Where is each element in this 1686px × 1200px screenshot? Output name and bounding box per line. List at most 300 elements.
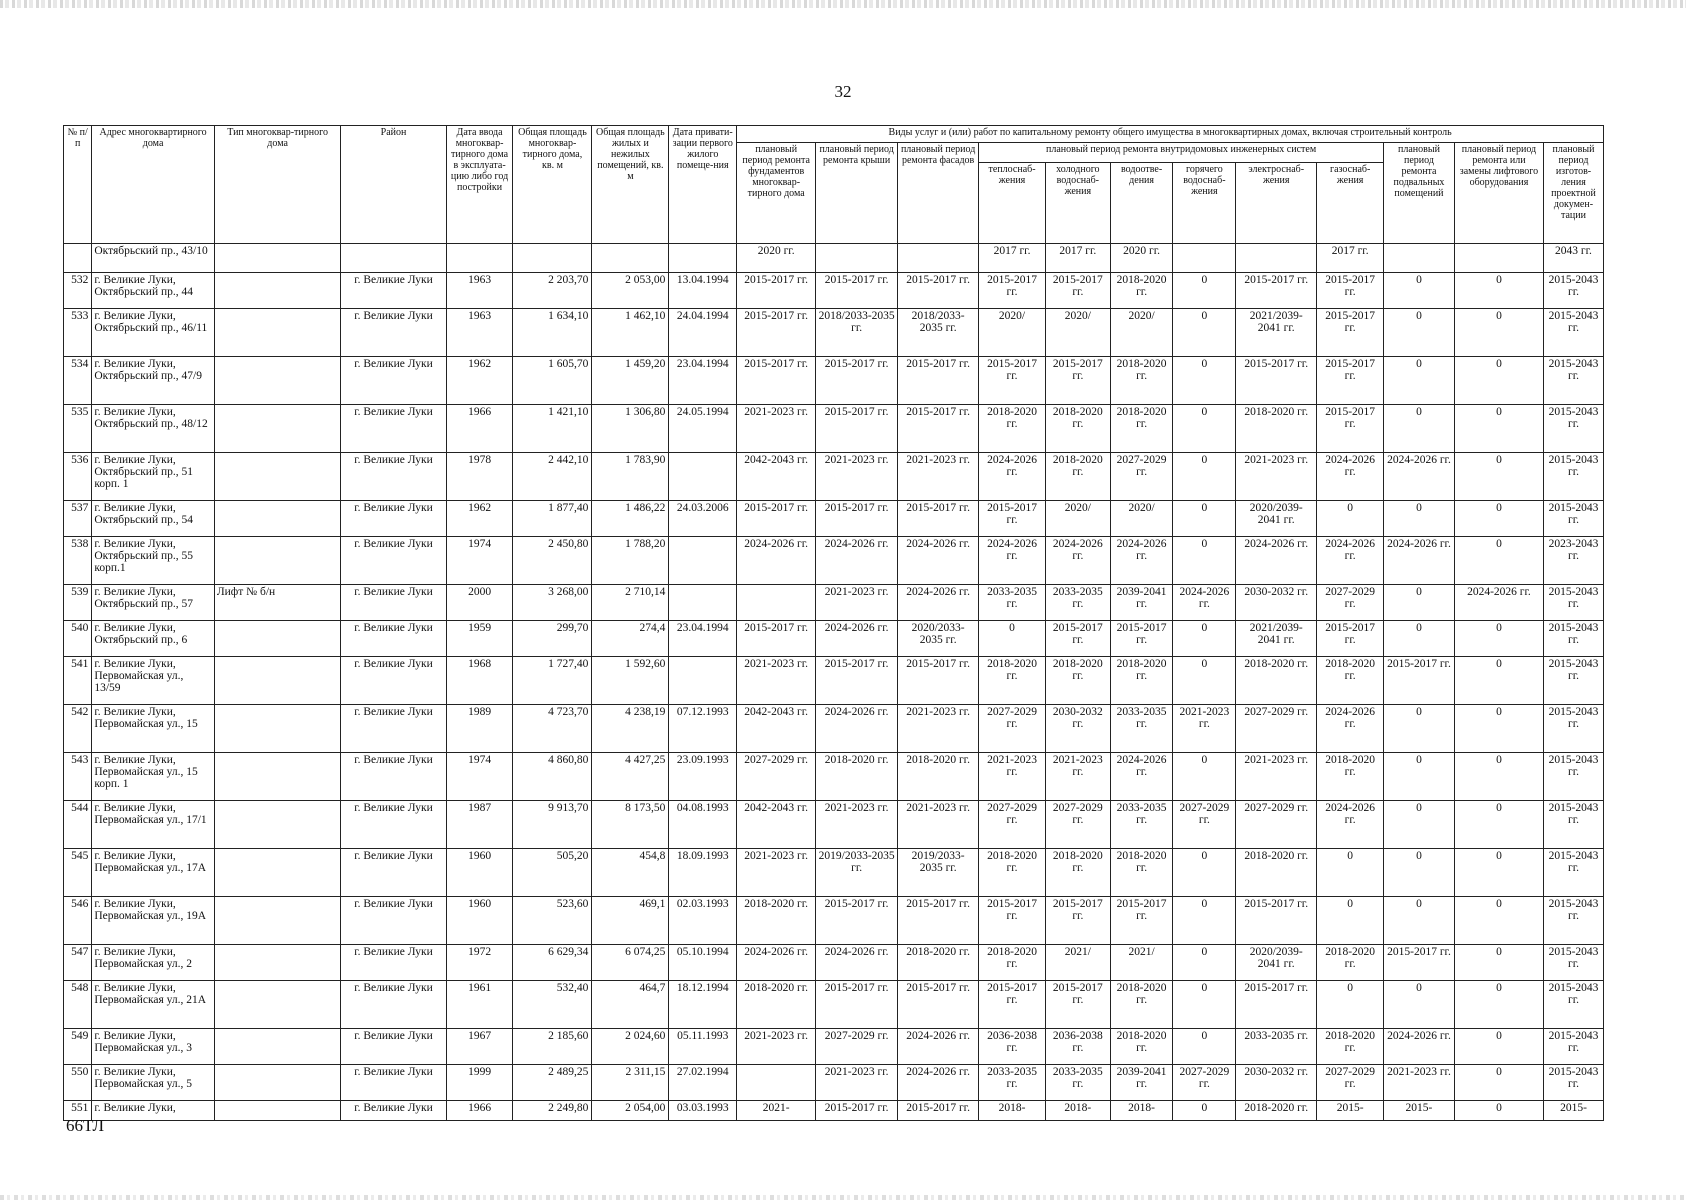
cell-cold: 2021-2023 гг. [1045,753,1110,801]
cell-total: 532,40 [513,981,592,1029]
cell-drain: 2018-2020 гг. [1110,657,1173,705]
cell-cold: 2015-2017 гг. [1045,357,1110,405]
cell-facade: 2015-2017 гг. [898,357,979,405]
cell-num: 538 [64,537,92,585]
cell-electric: 2020/2039-2041 гг. [1236,501,1317,537]
cell-year: 1987 [446,801,513,849]
cell-num: 533 [64,309,92,357]
cell-basement: 0 [1384,357,1455,405]
cell-facade [898,244,979,273]
cell-elevator: 2024-2026 гг. [1454,585,1543,621]
cell-type [214,981,341,1029]
cell-drain: 2015-2017 гг. [1110,897,1173,945]
table-row [64,753,1604,801]
cell-type [214,945,341,981]
cell-docs: 2023-2043 гг. [1543,537,1603,585]
cell-electric: 2015-2017 гг. [1236,273,1317,309]
cell-drain: 2018-2020 гг. [1110,1029,1173,1065]
cell-district: г. Великие Луки [341,753,446,801]
header-electric: электроснаб-жения [1236,163,1317,244]
cell-electric: 2021/2039-2041 гг. [1236,309,1317,357]
cell-heat: 2036-2038 гг. [979,1029,1046,1065]
cell-cold: 2018-2020 гг. [1045,405,1110,453]
cell-docs: 2015-2043 гг. [1543,897,1603,945]
cell-gas: 2024-2026 гг. [1317,453,1384,501]
cell-district: г. Великие Луки [341,849,446,897]
cell-docs: 2015-2043 гг. [1543,309,1603,357]
cell-roof: 2024-2026 гг. [816,537,898,585]
cell-total [513,244,592,273]
header-district: Район [341,126,446,244]
cell-foundation: 2018-2020 гг. [737,897,816,945]
cell-total: 505,20 [513,849,592,897]
cell-roof: 2015-2017 гг. [816,501,898,537]
cell-district: г. Великие Луки [341,945,446,981]
cell-electric [1236,244,1317,273]
cell-foundation: 2021-2023 гг. [737,657,816,705]
cell-basement: 0 [1384,897,1455,945]
header-total-area: Общая площадь многоквар-тирного дома, кв. м [513,126,592,244]
cell-elevator: 0 [1454,453,1543,501]
cell-cold: 2033-2035 гг. [1045,1065,1110,1101]
cell-gas: 2018-2020 гг. [1317,1029,1384,1065]
cell-num: 546 [64,897,92,945]
cell-roof: 2015-2017 гг. [816,1101,898,1121]
cell-type [214,621,341,657]
cell-privat: 18.12.1994 [669,981,737,1029]
cell-heat: 2015-2017 гг. [979,273,1046,309]
header-works-group: Виды услуг и (или) работ по капитальному ремонту общего имущества в многоквартирных домах, включая строительный контроль [737,126,1604,143]
cell-gas: 2015-2017 гг. [1317,621,1384,657]
cell-drain: 2018- [1110,1101,1173,1121]
cell-total: 4 860,80 [513,753,592,801]
cell-cold: 2033-2035 гг. [1045,585,1110,621]
cell-elevator: 0 [1454,309,1543,357]
cell-district: г. Великие Луки [341,501,446,537]
cell-hot: 0 [1173,273,1236,309]
header-elevator: плановый период ремонта или замены лифтового оборудования [1454,143,1543,244]
cell-living: 464,7 [592,981,669,1029]
cell-total: 4 723,70 [513,705,592,753]
cell-privat: 24.05.1994 [669,405,737,453]
cell-living: 2 054,00 [592,1101,669,1121]
cell-hot: 0 [1173,501,1236,537]
header-privatization-date: Дата привати-зации первого жилого помеще-ния [669,126,737,244]
cell-address: г. Великие Луки, Первомайская ул., 21А [92,981,214,1029]
cell-elevator: 0 [1454,981,1543,1029]
table-row [64,585,1604,621]
cell-drain: 2033-2035 гг. [1110,801,1173,849]
cell-year: 1963 [446,273,513,309]
table-row [64,801,1604,849]
cell-cold: 2024-2026 гг. [1045,537,1110,585]
cell-elevator: 0 [1454,1029,1543,1065]
table-row [64,357,1604,405]
cell-living: 1 462,10 [592,309,669,357]
cell-hot: 0 [1173,309,1236,357]
cell-living [592,244,669,273]
table-row [64,1101,1604,1121]
cell-total: 299,70 [513,621,592,657]
cell-elevator: 0 [1454,705,1543,753]
cell-gas: 2024-2026 гг. [1317,801,1384,849]
cell-num: 540 [64,621,92,657]
cell-total: 1 421,10 [513,405,592,453]
cell-docs: 2015-2043 гг. [1543,1065,1603,1101]
cell-roof: 2021-2023 гг. [816,801,898,849]
cell-privat: 23.04.1994 [669,357,737,405]
header-heat: теплоснаб-жения [979,163,1046,244]
cell-hot: 0 [1173,897,1236,945]
table-row [64,897,1604,945]
cell-privat: 03.03.1993 [669,1101,737,1121]
cell-docs: 2015-2043 гг. [1543,621,1603,657]
header-year: Дата ввода многоквар-тирного дома в эксплуата-цию либо год постройки [446,126,513,244]
header-basement: плановый период ремонта подвальных помещений [1384,143,1455,244]
cell-facade: 2024-2026 гг. [898,1065,979,1101]
cell-drain: 2018-2020 гг. [1110,981,1173,1029]
cell-num: 542 [64,705,92,753]
cell-docs: 2015-2043 гг. [1543,585,1603,621]
cell-address: г. Великие Луки, Октябрьский пр., 54 [92,501,214,537]
cell-num: 549 [64,1029,92,1065]
cell-roof: 2015-2017 гг. [816,405,898,453]
cell-privat [669,657,737,705]
cell-drain: 2039-2041 гг. [1110,585,1173,621]
cell-type [214,1101,341,1121]
cell-living: 1 306,80 [592,405,669,453]
cell-electric: 2030-2032 гг. [1236,1065,1317,1101]
cell-address: г. Великие Луки, Октябрьский пр., 6 [92,621,214,657]
cell-privat [669,585,737,621]
cell-roof: 2015-2017 гг. [816,981,898,1029]
cell-facade: 2024-2026 гг. [898,537,979,585]
cell-num: 535 [64,405,92,453]
cell-basement: 2024-2026 гг. [1384,537,1455,585]
cell-facade: 2021-2023 гг. [898,453,979,501]
cell-cold: 2018-2020 гг. [1045,849,1110,897]
cell-basement: 0 [1384,753,1455,801]
cell-hot: 0 [1173,849,1236,897]
cell-type [214,405,341,453]
cell-electric: 2015-2017 гг. [1236,897,1317,945]
cell-gas: 2015-2017 гг. [1317,273,1384,309]
cell-heat: 2021-2023 гг. [979,753,1046,801]
header-num: № п/п [64,126,92,244]
cell-electric: 2018-2020 гг. [1236,657,1317,705]
cell-address: г. Великие Луки, Первомайская ул., 5 [92,1065,214,1101]
cell-year: 1989 [446,705,513,753]
cell-basement: 0 [1384,621,1455,657]
cell-district: г. Великие Луки [341,585,446,621]
cell-cold: 2015-2017 гг. [1045,621,1110,657]
cell-total: 2 489,25 [513,1065,592,1101]
cell-total: 9 913,70 [513,801,592,849]
cell-heat: 2015-2017 гг. [979,897,1046,945]
cell-roof: 2015-2017 гг. [816,357,898,405]
cell-district: г. Великие Луки [341,621,446,657]
cell-foundation: 2015-2017 гг. [737,273,816,309]
cell-electric: 2020/2039-2041 гг. [1236,945,1317,981]
cell-foundation: 2021- [737,1101,816,1121]
cell-district: г. Великие Луки [341,897,446,945]
cell-address: г. Великие Луки, Первомайская ул., 17/1 [92,801,214,849]
cell-year: 1978 [446,453,513,501]
cell-docs: 2015-2043 гг. [1543,405,1603,453]
cell-foundation: 2042-2043 гг. [737,453,816,501]
cell-address: г. Великие Луки, Октябрьский пр., 48/12 [92,405,214,453]
cell-type [214,753,341,801]
cell-basement: 2024-2026 гг. [1384,453,1455,501]
cell-roof: 2027-2029 гг. [816,1029,898,1065]
cell-cold: 2017 гг. [1045,244,1110,273]
cell-basement: 2015-2017 гг. [1384,945,1455,981]
cell-roof: 2018-2020 гг. [816,753,898,801]
header-systems-group: плановый период ремонта внутридомовых инженерных систем [979,143,1384,163]
table-row [64,244,1604,273]
cell-num: 547 [64,945,92,981]
cell-privat: 24.04.1994 [669,309,737,357]
cell-address: г. Великие Луки, Октябрьский пр., 47/9 [92,357,214,405]
cell-docs: 2015-2043 гг. [1543,945,1603,981]
cell-facade: 2024-2026 гг. [898,585,979,621]
cell-year: 1960 [446,849,513,897]
cell-num: 532 [64,273,92,309]
cell-roof: 2015-2017 гг. [816,657,898,705]
cell-address: г. Великие Луки, Первомайская ул., 2 [92,945,214,981]
header-cold-water: холодного водоснаб-жения [1045,163,1110,244]
cell-cold: 2018-2020 гг. [1045,453,1110,501]
cell-district: г. Великие Луки [341,1101,446,1121]
cell-living: 6 074,25 [592,945,669,981]
cell-living: 8 173,50 [592,801,669,849]
cell-foundation: 2042-2043 гг. [737,705,816,753]
cell-num: 541 [64,657,92,705]
cell-elevator: 0 [1454,801,1543,849]
cell-roof: 2024-2026 гг. [816,705,898,753]
cell-year: 1966 [446,405,513,453]
cell-elevator: 0 [1454,657,1543,705]
cell-foundation [737,585,816,621]
cell-gas: 0 [1317,849,1384,897]
cell-drain: 2020/ [1110,309,1173,357]
cell-facade: 2018-2020 гг. [898,945,979,981]
cell-basement: 0 [1384,309,1455,357]
cell-year: 1962 [446,357,513,405]
cell-privat: 04.08.1993 [669,801,737,849]
cell-year: 1999 [446,1065,513,1101]
cell-electric: 2024-2026 гг. [1236,537,1317,585]
cell-hot [1173,244,1236,273]
cell-hot: 0 [1173,657,1236,705]
cell-drain: 2039-2041 гг. [1110,1065,1173,1101]
cell-type: Лифт № б/н [214,585,341,621]
cell-heat: 2018-2020 гг. [979,945,1046,981]
cell-heat: 2024-2026 гг. [979,453,1046,501]
cell-district: г. Великие Луки [341,453,446,501]
cell-year: 1967 [446,1029,513,1065]
cell-docs: 2043 гг. [1543,244,1603,273]
cell-total: 1 877,40 [513,501,592,537]
cell-drain: 2033-2035 гг. [1110,705,1173,753]
cell-heat: 2020/ [979,309,1046,357]
table-row [64,537,1604,585]
cell-electric: 2021-2023 гг. [1236,453,1317,501]
cell-heat: 2033-2035 гг. [979,585,1046,621]
cell-living: 469,1 [592,897,669,945]
cell-living: 4 238,19 [592,705,669,753]
cell-roof: 2024-2026 гг. [816,945,898,981]
cell-docs: 2015-2043 гг. [1543,753,1603,801]
cell-drain: 2027-2029 гг. [1110,453,1173,501]
cell-privat [669,453,737,501]
cell-foundation: 2024-2026 гг. [737,537,816,585]
cell-privat: 18.09.1993 [669,849,737,897]
cell-facade: 2019/2033-2035 гг. [898,849,979,897]
cell-basement: 0 [1384,405,1455,453]
cell-foundation: 2021-2023 гг. [737,1029,816,1065]
cell-year: 1961 [446,981,513,1029]
cell-num: 537 [64,501,92,537]
cell-cold: 2030-2032 гг. [1045,705,1110,753]
cell-living: 1 788,20 [592,537,669,585]
cell-elevator: 0 [1454,537,1543,585]
cell-total: 3 268,00 [513,585,592,621]
cell-num: 536 [64,453,92,501]
cell-elevator: 0 [1454,357,1543,405]
cell-foundation: 2015-2017 гг. [737,309,816,357]
header-hot-water: горячего водоснаб-жения [1173,163,1236,244]
cell-gas: 2027-2029 гг. [1317,585,1384,621]
cell-gas: 2017 гг. [1317,244,1384,273]
cell-elevator: 0 [1454,897,1543,945]
table-row [64,1065,1604,1101]
cell-electric: 2018-2020 гг. [1236,1101,1317,1121]
cell-year: 1966 [446,1101,513,1121]
cell-privat: 23.04.1994 [669,621,737,657]
cell-district: г. Великие Луки [341,273,446,309]
cell-foundation: 2020 гг. [737,244,816,273]
cell-cold: 2036-2038 гг. [1045,1029,1110,1065]
cell-docs: 2015-2043 гг. [1543,501,1603,537]
cell-gas: 0 [1317,501,1384,537]
cell-basement: 0 [1384,501,1455,537]
cell-total: 523,60 [513,897,592,945]
cell-foundation: 2021-2023 гг. [737,849,816,897]
table-row [64,705,1604,753]
cell-roof: 2021-2023 гг. [816,1065,898,1101]
cell-total: 1 605,70 [513,357,592,405]
cell-drain: 2024-2026 гг. [1110,537,1173,585]
cell-num: 548 [64,981,92,1029]
cell-district: г. Великие Луки [341,705,446,753]
cell-roof: 2021-2023 гг. [816,453,898,501]
cell-type [214,244,341,273]
cell-year: 1959 [446,621,513,657]
cell-electric: 2030-2032 гг. [1236,585,1317,621]
cell-cold: 2015-2017 гг. [1045,981,1110,1029]
cell-district: г. Великие Луки [341,537,446,585]
cell-address: г. Великие Луки, Октябрьский пр., 57 [92,585,214,621]
cell-gas: 0 [1317,897,1384,945]
cell-cold: 2018-2020 гг. [1045,657,1110,705]
cell-year: 1963 [446,309,513,357]
cell-num: 551 [64,1101,92,1121]
cell-district: г. Великие Луки [341,405,446,453]
cell-year: 1974 [446,753,513,801]
footer-code: 66ТЛ [66,1116,105,1135]
cell-heat: 2017 гг. [979,244,1046,273]
cell-heat: 2027-2029 гг. [979,801,1046,849]
cell-foundation: 2015-2017 гг. [737,501,816,537]
cell-district: г. Великие Луки [341,1065,446,1101]
cell-drain: 2018-2020 гг. [1110,849,1173,897]
cell-address: г. Великие Луки, Октябрьский пр., 51 корп. 1 [92,453,214,501]
cell-total: 6 629,34 [513,945,592,981]
cell-elevator: 0 [1454,621,1543,657]
header-design-docs: плановый период изготов-ления проектной докумен-тации [1543,143,1603,244]
cell-gas: 2015-2017 гг. [1317,309,1384,357]
cell-year: 1962 [446,501,513,537]
cell-drain: 2020/ [1110,501,1173,537]
cell-heat: 2018- [979,1101,1046,1121]
cell-facade: 2020/2033-2035 гг. [898,621,979,657]
cell-basement: 0 [1384,705,1455,753]
cell-facade: 2021-2023 гг. [898,705,979,753]
header-drainage: водоотве-дения [1110,163,1173,244]
cell-num: 545 [64,849,92,897]
table-row [64,273,1604,309]
cell-gas: 2018-2020 гг. [1317,657,1384,705]
cell-privat: 05.10.1994 [669,945,737,981]
cell-electric: 2027-2029 гг. [1236,705,1317,753]
cell-gas: 2015- [1317,1101,1384,1121]
cell-address: г. Великие Луки, Первомайская ул., 3 [92,1029,214,1065]
header-foundation: плановый период ремонта фундаментов многоквар-тирного дома [737,143,816,244]
cell-address: г. Великие Луки, Первомайская ул., 15 [92,705,214,753]
cell-gas: 2015-2017 гг. [1317,405,1384,453]
cell-roof: 2021-2023 гг. [816,585,898,621]
cell-roof: 2015-2017 гг. [816,897,898,945]
cell-foundation: 2027-2029 гг. [737,753,816,801]
cell-roof: 2018/2033-2035 гг. [816,309,898,357]
cell-roof: 2019/2033-2035 гг. [816,849,898,897]
cell-heat: 0 [979,621,1046,657]
header-gas: газоснаб-жения [1317,163,1384,244]
header-address: Адрес многоквартирного дома [92,126,214,244]
table-row [64,849,1604,897]
cell-address: г. Великие Луки, Первомайская ул., 19А [92,897,214,945]
cell-district: г. Великие Луки [341,981,446,1029]
cell-basement: 2015- [1384,1101,1455,1121]
cell-district: г. Великие Луки [341,309,446,357]
header-living-area: Общая площадь жилых и нежилых помещений, кв. м [592,126,669,244]
cell-hot: 2024-2026 гг. [1173,585,1236,621]
cell-living: 2 053,00 [592,273,669,309]
cell-year: 1974 [446,537,513,585]
cell-total: 2 203,70 [513,273,592,309]
cell-hot: 2027-2029 гг. [1173,801,1236,849]
cell-basement [1384,244,1455,273]
cell-heat: 2015-2017 гг. [979,357,1046,405]
cell-drain: 2018-2020 гг. [1110,357,1173,405]
cell-docs: 2015-2043 гг. [1543,1029,1603,1065]
cell-privat: 07.12.1993 [669,705,737,753]
cell-foundation: 2021-2023 гг. [737,405,816,453]
cell-hot: 0 [1173,981,1236,1029]
cell-cold: 2027-2029 гг. [1045,801,1110,849]
cell-electric: 2027-2029 гг. [1236,801,1317,849]
